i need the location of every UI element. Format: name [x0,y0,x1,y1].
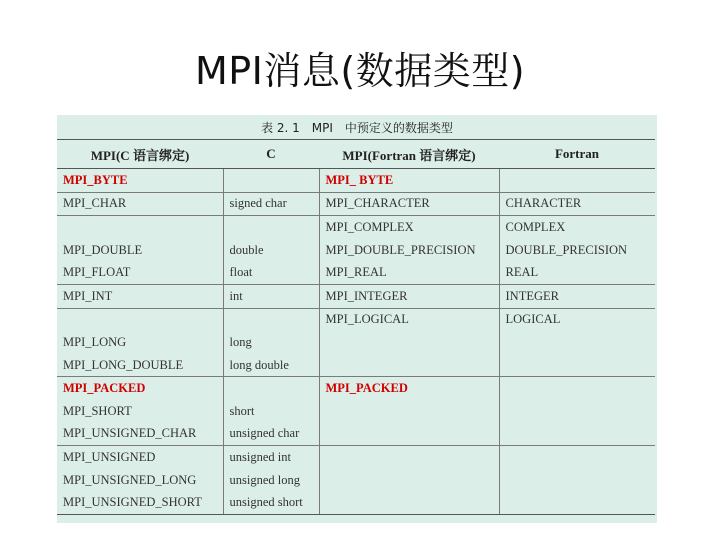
cell-mpi-fortran: MPI_COMPLEX [319,216,499,239]
table-body [57,169,655,515]
cell-fortran [499,446,655,469]
cell-c: long double [223,354,319,377]
cell-c: float [223,261,319,284]
cell-mpi-fortran [319,331,499,354]
cell-fortran [499,377,655,400]
cell-mpi-fortran [319,446,499,469]
cell-fortran: LOGICAL [505,312,561,327]
cell-mpi-c: MPI_UNSIGNED_CHAR [57,423,223,446]
cell-mpi-fortran [319,400,499,423]
table-row [57,308,655,331]
cell-fortran [499,354,655,377]
cell-fortran: DOUBLE_PRECISION [505,242,628,257]
cell-c: unsigned long [223,469,319,492]
cell-fortran: INTEGER [499,284,655,308]
table-row [57,169,655,193]
cell-mpi-fortran [319,469,499,492]
cell-mpi-fortran: MPI_LOGICAL [319,308,499,331]
cell-c [223,216,319,239]
header-fortran: Fortran [499,140,655,169]
cell-c [223,308,319,331]
cell-fortran: COMPLEX [505,219,566,234]
header-mpi-c: MPI(C 语言绑定) [57,140,223,169]
header-c: C [223,140,319,169]
table-row [57,423,655,446]
cell-mpi-c [57,308,223,331]
cell-mpi-fortran: MPI_PACKED [319,377,499,400]
cell-mpi-fortran: MPI_DOUBLE_PRECISION [319,239,499,262]
cell-fortran [499,169,655,193]
cell-mpi-c: MPI_UNSIGNED [57,446,223,469]
cell-fortran [499,331,655,354]
table-caption: 表 2. 1 MPI 中预定义的数据类型 [261,121,453,135]
table-row [57,192,655,216]
cell-fortran: CHARACTER [499,192,655,216]
cell-c: signed char [223,192,319,216]
cell-c: unsigned short [223,491,319,514]
cell-mpi-c: MPI_CHAR [57,192,223,216]
cell-c: long [223,331,319,354]
cell-fortran [499,400,655,423]
cell-mpi-c: MPI_SHORT [57,400,223,423]
cell-mpi-fortran: MPI_REAL [319,261,499,284]
cell-c: short [223,400,319,423]
table-row [57,446,655,469]
slide-title: MPI消息(数据类型) [194,49,526,93]
cell-mpi-c: MPI_DOUBLE [57,239,223,262]
cell-mpi-c [57,216,223,239]
table-row [57,284,655,308]
cell-mpi-c: MPI_LONG_DOUBLE [57,354,223,377]
cell-c: unsigned char [223,423,319,446]
table-row [57,331,655,354]
cell-mpi-c: MPI_LONG [57,331,223,354]
table-row [57,239,655,262]
cell-mpi-c: MPI_UNSIGNED_LONG [57,469,223,492]
cell-mpi-fortran [319,354,499,377]
cell-c: unsigned int [223,446,319,469]
table-panel [57,115,657,523]
table-row [57,400,655,423]
table-row [57,377,655,400]
cell-mpi-fortran [319,491,499,514]
table-row [57,491,655,514]
datatype-table [57,139,655,515]
cell-c: int [223,284,319,308]
cell-fortran [499,423,655,446]
cell-mpi-fortran: MPI_INTEGER [319,284,499,308]
header-mpi-fortran: MPI(Fortran 语言绑定) [319,140,499,169]
cell-c [223,377,319,400]
cell-c [223,169,319,193]
cell-mpi-c: MPI_BYTE [57,169,223,193]
cell-fortran [499,491,655,514]
cell-mpi-c: MPI_INT [57,284,223,308]
cell-mpi-c: MPI_UNSIGNED_SHORT [57,491,223,514]
table-row [57,469,655,492]
table-row [57,261,655,284]
cell-mpi-c: MPI_PACKED [57,377,223,400]
cell-fortran [499,469,655,492]
cell-mpi-fortran: MPI_ BYTE [319,169,499,193]
table-header-row [57,140,655,169]
cell-fortran: REAL [499,261,655,284]
cell-mpi-fortran [319,423,499,446]
cell-c: double [223,239,319,262]
table-row [57,216,655,239]
table-row [57,354,655,377]
cell-mpi-c: MPI_FLOAT [57,261,223,284]
cell-mpi-fortran: MPI_CHARACTER [319,192,499,216]
